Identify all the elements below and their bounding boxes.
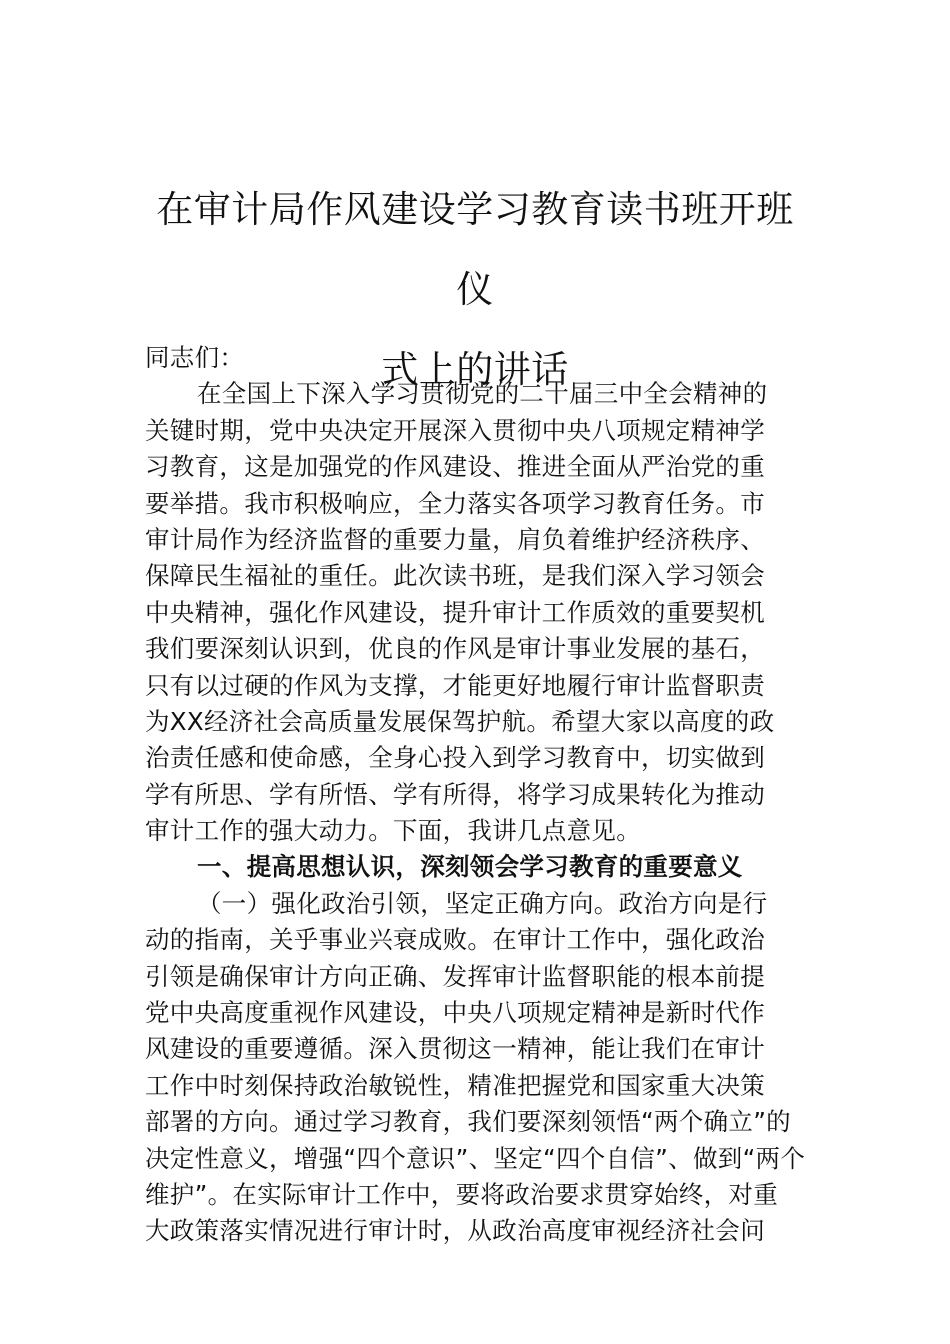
paragraph-line: 为XX经济社会高质量发展保驾护航。希望大家以高度的政 [145, 706, 775, 736]
paragraph-line: 大政策落实情况进行审计时，从政治高度审视经济社会问 [145, 1216, 765, 1246]
document-body [145, 340, 809, 1250]
salutation: 同志们： [145, 343, 245, 372]
paragraph-line: 决定性意义，增强“四个意识”、坚定“四个自信”、做到“两个 [145, 1143, 806, 1173]
paragraph-line: 审计局作为经济监督的重要力量，肩负着维护经济秩序、 [145, 524, 765, 554]
subsection-line: （一）强化政治引领，坚定正确方向。政治方向是行 [197, 888, 768, 918]
paragraph-line: 审计工作的强大动力。下面，我讲几点意见。 [145, 816, 641, 846]
paragraph-line: 风建设的重要遵循。深入贯彻这一精神，能让我们在审计 [145, 1034, 765, 1064]
section-heading: 一、提高思想认识，深刻领会学习教育的重要意义 [197, 852, 743, 882]
paragraph-line: 要举措。我市积极响应，全力落实各项学习教育任务。市 [145, 488, 765, 518]
paragraph-line: 部署的方向。通过学习教育，我们要深刻领悟“两个确立”的 [145, 1107, 791, 1137]
paragraph-line: 保障民生福祉的重任。此次读书班，是我们深入学习领会 [145, 561, 765, 591]
title-line-2: 式上的讲话 [381, 348, 569, 391]
paragraph-line: 工作中时刻保持政治敏锐性，精准把握党和国家重大决策 [145, 1070, 765, 1100]
paragraph-line: 学有所思、学有所悟、学有所得，将学习成果转化为推动 [145, 779, 765, 809]
paragraph-line: 中央精神，强化作风建设，提升审计工作质效的重要契机 [145, 597, 765, 627]
paragraph-line: 我们要深刻认识到，优良的作风是审计事业发展的基石， [145, 634, 765, 664]
paragraph-line: 治责任感和使命感，全身心投入到学习教育中，切实做到 [145, 743, 765, 773]
paragraph-line: 只有以过硬的作风为支撑，才能更好地履行审计监督职责 [145, 670, 765, 700]
paragraph-line: 维护”。在实际审计工作中，要将政治要求贯穿始终，对重 [145, 1179, 778, 1209]
paragraph-line: 引领是确保审计方向正确、发挥审计监督职能的根本前提 [145, 961, 765, 991]
paragraph-line: 关键时期，党中央决定开展深入贯彻中央八项规定精神学 [145, 415, 765, 445]
paragraph-line: 党中央高度重视作风建设，中央八项规定精神是新时代作 [145, 998, 765, 1028]
paragraph-line: 习教育，这是加强党的作风建设、推进全面从严治党的重 [145, 452, 765, 482]
paragraph-line: 动的指南，关乎事业兴衰成败。在审计工作中，强化政治 [145, 925, 765, 955]
paragraph-line: 在全国上下深入学习贯彻党的二十届三中全会精神的 [197, 379, 768, 409]
title-line-1: 在审计局作风建设学习教育读书班开班仪 [156, 188, 794, 311]
